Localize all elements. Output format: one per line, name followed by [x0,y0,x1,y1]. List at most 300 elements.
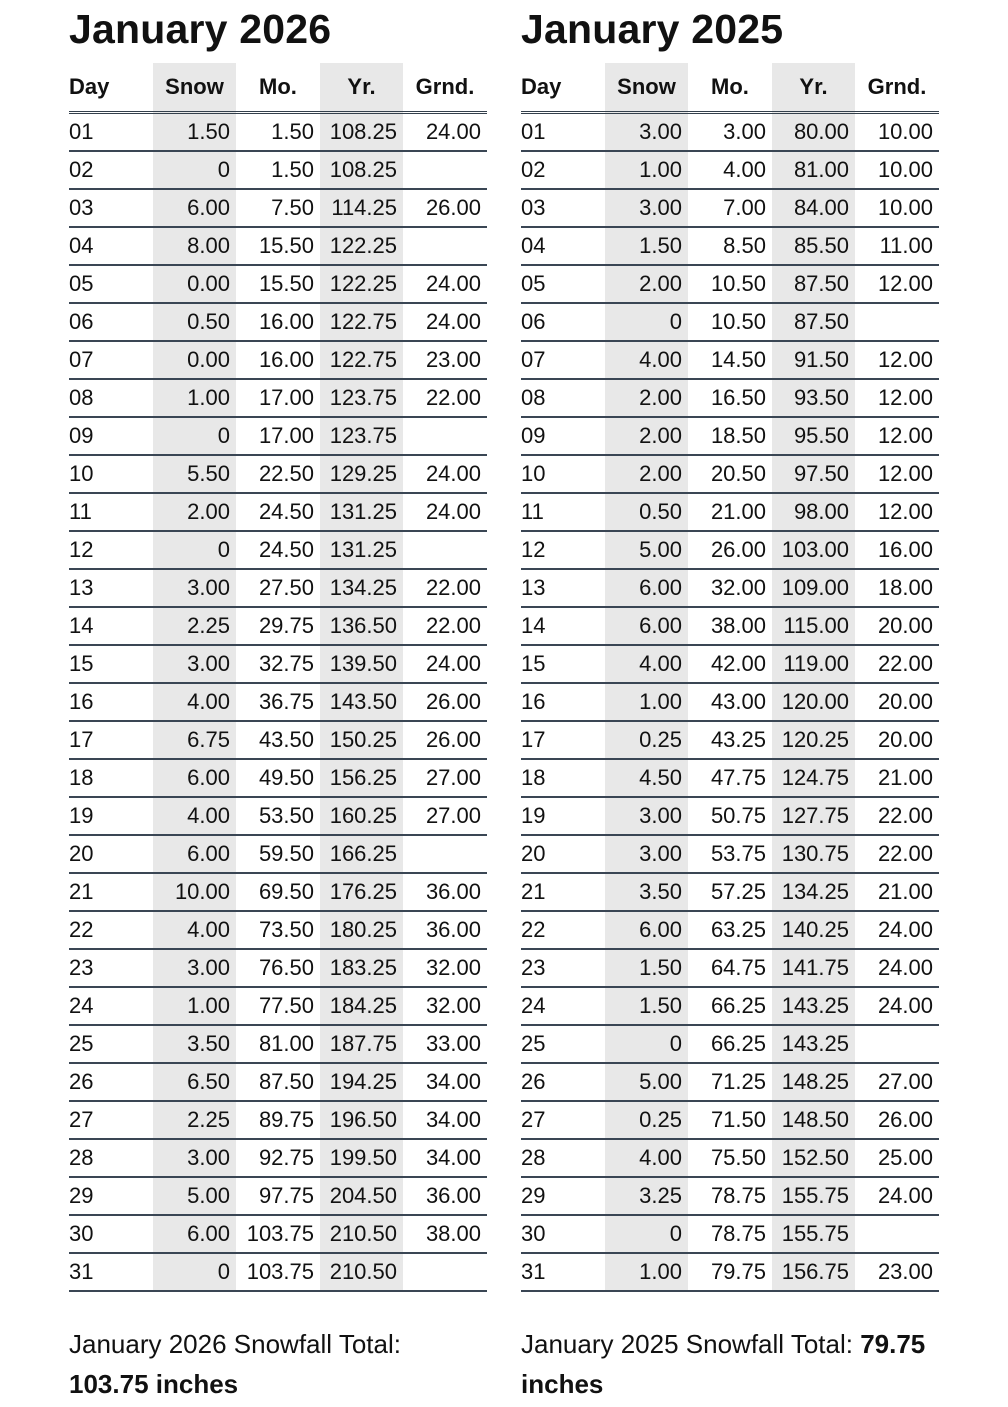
cell-month: 32.00 [688,569,772,607]
cell-snow: 5.00 [605,531,688,569]
table-row [69,303,487,341]
cell-year: 97.50 [772,455,855,493]
header-row [69,63,487,113]
cell-year: 122.25 [320,227,403,265]
cell-month: 79.75 [688,1253,772,1291]
cell-day: 18 [69,759,153,797]
cell-month: 66.25 [688,1025,772,1063]
cell-month: 50.75 [688,797,772,835]
cell-month: 24.50 [236,531,320,569]
cell-ground: 26.00 [403,189,487,227]
cell-month: 63.25 [688,911,772,949]
cell-day: 03 [521,189,605,227]
header-day: Day [521,63,605,113]
cell-ground: 26.00 [403,721,487,759]
cell-ground: 34.00 [403,1139,487,1177]
cell-month: 66.25 [688,987,772,1025]
table-row [521,911,939,949]
total-value: 79.75 inches [521,1329,926,1399]
cell-ground [855,1025,939,1063]
cell-snow: 4.50 [605,759,688,797]
cell-day: 04 [521,227,605,265]
cell-year: 93.50 [772,379,855,417]
cell-month: 22.50 [236,455,320,493]
cell-ground [403,835,487,873]
total-label: January 2025 Snowfall Total: [521,1329,853,1359]
cell-year: 122.25 [320,265,403,303]
snowfall-table-2025 [521,63,939,1292]
table-row [521,455,939,493]
cell-ground: 22.00 [403,607,487,645]
cell-snow: 4.00 [605,645,688,683]
table-row [69,911,487,949]
cell-ground: 12.00 [855,341,939,379]
cell-ground: 12.00 [855,379,939,417]
cell-snow: 2.00 [605,265,688,303]
cell-day: 25 [69,1025,153,1063]
cell-snow: 4.00 [153,797,236,835]
cell-day: 09 [69,417,153,455]
cell-day: 21 [521,873,605,911]
cell-day: 27 [69,1101,153,1139]
cell-year: 127.75 [772,797,855,835]
cell-ground: 24.00 [403,455,487,493]
cell-month: 10.50 [688,303,772,341]
cell-snow: 5.50 [153,455,236,493]
cell-month: 27.50 [236,569,320,607]
cell-month: 78.75 [688,1215,772,1253]
cell-snow: 6.00 [153,189,236,227]
table-row [69,493,487,531]
cell-ground: 24.00 [403,265,487,303]
cell-snow: 0 [153,151,236,189]
cell-day: 29 [69,1177,153,1215]
cell-day: 19 [521,797,605,835]
cell-snow: 0 [605,1025,688,1063]
cell-snow: 3.00 [153,949,236,987]
cell-day: 06 [69,303,153,341]
cell-day: 14 [521,607,605,645]
cell-year: 91.50 [772,341,855,379]
table-row [69,531,487,569]
cell-month: 49.50 [236,759,320,797]
cell-month: 7.50 [236,189,320,227]
cell-day: 22 [521,911,605,949]
cell-month: 1.50 [236,151,320,189]
cell-snow: 6.00 [605,911,688,949]
table-row [521,949,939,987]
cell-day: 11 [69,493,153,531]
cell-ground: 23.00 [403,341,487,379]
table-row [521,683,939,721]
cell-year: 130.75 [772,835,855,873]
cell-day: 31 [69,1253,153,1291]
cell-month: 26.00 [688,531,772,569]
cell-year: 143.25 [772,987,855,1025]
cell-month: 16.00 [236,341,320,379]
table-row [69,455,487,493]
table-row [69,113,487,152]
cell-ground: 16.00 [855,531,939,569]
cell-day: 18 [521,759,605,797]
cell-month: 53.75 [688,835,772,873]
cell-year: 143.25 [772,1025,855,1063]
cell-year: 160.25 [320,797,403,835]
cell-day: 15 [521,645,605,683]
cell-snow: 6.00 [153,835,236,873]
cell-ground: 18.00 [855,569,939,607]
table-row [69,759,487,797]
table-row [69,1253,487,1291]
cell-snow: 3.00 [153,1139,236,1177]
cell-snow: 1.00 [605,683,688,721]
cell-month: 59.50 [236,835,320,873]
table-row [69,379,487,417]
cell-month: 89.75 [236,1101,320,1139]
cell-ground: 25.00 [855,1139,939,1177]
table-row [521,1139,939,1177]
cell-year: 85.50 [772,227,855,265]
cell-year: 136.50 [320,607,403,645]
cell-day: 29 [521,1177,605,1215]
cell-snow: 0 [153,1253,236,1291]
cell-snow: 0.00 [153,265,236,303]
cell-year: 184.25 [320,987,403,1025]
cell-ground: 12.00 [855,265,939,303]
table-row [69,949,487,987]
cell-year: 210.50 [320,1215,403,1253]
cell-year: 143.50 [320,683,403,721]
cell-year: 148.50 [772,1101,855,1139]
table-row [69,341,487,379]
cell-ground: 20.00 [855,607,939,645]
cell-ground: 34.00 [403,1063,487,1101]
cell-day: 28 [69,1139,153,1177]
cell-day: 22 [69,911,153,949]
cell-ground: 24.00 [403,303,487,341]
cell-month: 42.00 [688,645,772,683]
cell-ground: 24.00 [403,645,487,683]
cell-day: 12 [521,531,605,569]
cell-day: 10 [69,455,153,493]
cell-year: 80.00 [772,113,855,152]
cell-day: 19 [69,797,153,835]
cell-month: 43.00 [688,683,772,721]
cell-snow: 6.00 [153,759,236,797]
cell-day: 07 [69,341,153,379]
cell-year: 204.50 [320,1177,403,1215]
cell-month: 16.50 [688,379,772,417]
cell-month: 15.50 [236,265,320,303]
monthly-total-2026 [69,1324,469,1404]
cell-snow: 0.00 [153,341,236,379]
cell-snow: 2.00 [605,455,688,493]
cell-snow: 3.00 [605,835,688,873]
cell-day: 01 [69,113,153,152]
table-row [521,151,939,189]
table-row [521,1063,939,1101]
cell-ground: 12.00 [855,493,939,531]
cell-ground: 23.00 [855,1253,939,1291]
cell-ground: 20.00 [855,683,939,721]
cell-ground: 27.00 [403,797,487,835]
cell-ground: 21.00 [855,759,939,797]
table-row [521,1025,939,1063]
cell-day: 13 [69,569,153,607]
header-month: Mo. [688,63,772,113]
cell-snow: 6.00 [605,569,688,607]
cell-year: 123.75 [320,417,403,455]
cell-month: 17.00 [236,379,320,417]
table-row [521,227,939,265]
cell-day: 23 [69,949,153,987]
cell-ground: 12.00 [855,455,939,493]
table-row [521,873,939,911]
cell-day: 20 [69,835,153,873]
cell-month: 87.50 [236,1063,320,1101]
cell-day: 13 [521,569,605,607]
cell-ground: 32.00 [403,949,487,987]
cell-snow: 6.00 [605,607,688,645]
header-row [521,63,939,113]
table-row [69,151,487,189]
cell-day: 17 [521,721,605,759]
cell-day: 24 [69,987,153,1025]
cell-month: 8.50 [688,227,772,265]
cell-month: 77.50 [236,987,320,1025]
cell-month: 24.50 [236,493,320,531]
table-row [521,417,939,455]
cell-month: 14.50 [688,341,772,379]
january-2026-panel [69,0,487,1292]
cell-ground: 27.00 [403,759,487,797]
cell-month: 15.50 [236,227,320,265]
cell-day: 16 [521,683,605,721]
table-row [521,1177,939,1215]
cell-month: 21.00 [688,493,772,531]
cell-month: 103.75 [236,1253,320,1291]
table-row [521,987,939,1025]
monthly-total-2025 [521,1324,961,1404]
cell-ground: 10.00 [855,113,939,152]
header-ground: Grnd. [855,63,939,113]
table-row [69,1215,487,1253]
table-row [521,531,939,569]
cell-day: 21 [69,873,153,911]
cell-month: 81.00 [236,1025,320,1063]
cell-day: 12 [69,531,153,569]
cell-snow: 2.25 [153,607,236,645]
cell-day: 02 [69,151,153,189]
cell-year: 176.25 [320,873,403,911]
table-row [521,569,939,607]
cell-year: 114.25 [320,189,403,227]
cell-year: 134.25 [320,569,403,607]
table-row [69,265,487,303]
cell-year: 87.50 [772,303,855,341]
table-row [521,303,939,341]
cell-year: 139.50 [320,645,403,683]
cell-ground: 36.00 [403,1177,487,1215]
table-row [521,607,939,645]
table-row [521,759,939,797]
cell-snow: 1.50 [605,227,688,265]
table-row [521,797,939,835]
cell-year: 124.75 [772,759,855,797]
cell-month: 1.50 [236,113,320,152]
cell-day: 09 [521,417,605,455]
cell-ground: 11.00 [855,227,939,265]
cell-year: 95.50 [772,417,855,455]
table-row [521,721,939,759]
cell-ground: 33.00 [403,1025,487,1063]
cell-year: 81.00 [772,151,855,189]
cell-snow: 1.50 [605,949,688,987]
cell-month: 75.50 [688,1139,772,1177]
table-row [69,873,487,911]
cell-year: 129.25 [320,455,403,493]
cell-month: 103.75 [236,1215,320,1253]
cell-day: 16 [69,683,153,721]
cell-ground [403,151,487,189]
table-row [69,987,487,1025]
cell-snow: 0.50 [153,303,236,341]
cell-month: 10.50 [688,265,772,303]
cell-month: 17.00 [236,417,320,455]
total-value: 103.75 inches [69,1369,239,1399]
cell-month: 43.25 [688,721,772,759]
cell-month: 36.75 [236,683,320,721]
cell-day: 27 [521,1101,605,1139]
cell-day: 28 [521,1139,605,1177]
cell-snow: 0.25 [605,1101,688,1139]
cell-day: 25 [521,1025,605,1063]
table-row [69,645,487,683]
cell-snow: 3.00 [153,569,236,607]
cell-year: 156.25 [320,759,403,797]
cell-day: 30 [69,1215,153,1253]
cell-snow: 1.00 [605,151,688,189]
snowfall-table-2026 [69,63,487,1292]
cell-year: 108.25 [320,151,403,189]
cell-day: 26 [521,1063,605,1101]
cell-year: 194.25 [320,1063,403,1101]
cell-snow: 10.00 [153,873,236,911]
table-row [69,189,487,227]
cell-month: 73.50 [236,911,320,949]
cell-snow: 3.50 [153,1025,236,1063]
cell-snow: 3.00 [153,645,236,683]
cell-snow: 6.75 [153,721,236,759]
cell-snow: 4.00 [153,911,236,949]
cell-ground: 27.00 [855,1063,939,1101]
cell-ground: 22.00 [403,379,487,417]
cell-year: 103.00 [772,531,855,569]
cell-day: 26 [69,1063,153,1101]
cell-day: 05 [521,265,605,303]
cell-year: 131.25 [320,531,403,569]
cell-month: 3.00 [688,113,772,152]
table-row [521,265,939,303]
cell-ground: 10.00 [855,151,939,189]
cell-month: 92.75 [236,1139,320,1177]
cell-year: 84.00 [772,189,855,227]
cell-snow: 2.00 [153,493,236,531]
cell-day: 17 [69,721,153,759]
cell-snow: 0 [153,417,236,455]
cell-month: 69.50 [236,873,320,911]
table-row [521,1253,939,1291]
cell-ground: 22.00 [855,835,939,873]
header-day: Day [69,63,153,113]
cell-ground: 10.00 [855,189,939,227]
cell-year: 150.25 [320,721,403,759]
cell-day: 07 [521,341,605,379]
cell-ground: 24.00 [855,949,939,987]
cell-snow: 4.00 [605,1139,688,1177]
table-row [521,341,939,379]
cell-ground: 12.00 [855,417,939,455]
cell-ground: 36.00 [403,911,487,949]
header-year: Yr. [320,63,403,113]
cell-ground [403,531,487,569]
cell-ground [855,1215,939,1253]
header-year: Yr. [772,63,855,113]
cell-year: 87.50 [772,265,855,303]
cell-snow: 0.25 [605,721,688,759]
header-snow: Snow [605,63,688,113]
table-row [521,113,939,152]
cell-year: 120.00 [772,683,855,721]
cell-snow: 5.00 [153,1177,236,1215]
cell-day: 20 [521,835,605,873]
cell-snow: 3.25 [605,1177,688,1215]
total-label: January 2026 Snowfall Total: [69,1329,401,1359]
cell-ground: 24.00 [855,911,939,949]
cell-month: 76.50 [236,949,320,987]
cell-ground: 38.00 [403,1215,487,1253]
cell-day: 02 [521,151,605,189]
table-row [69,721,487,759]
cell-ground: 22.00 [403,569,487,607]
table-row [69,607,487,645]
cell-day: 06 [521,303,605,341]
cell-day: 04 [69,227,153,265]
cell-ground: 24.00 [403,493,487,531]
table-row [69,683,487,721]
cell-snow: 1.00 [153,987,236,1025]
table-row [69,227,487,265]
cell-year: 120.25 [772,721,855,759]
cell-ground: 24.00 [855,987,939,1025]
cell-snow: 1.50 [605,987,688,1025]
cell-snow: 3.50 [605,873,688,911]
table-row [69,417,487,455]
table-row [521,1101,939,1139]
cell-snow: 0 [605,1215,688,1253]
cell-ground: 24.00 [403,113,487,152]
cell-ground [403,417,487,455]
cell-day: 30 [521,1215,605,1253]
cell-month: 7.00 [688,189,772,227]
cell-ground: 21.00 [855,873,939,911]
table-row [69,569,487,607]
table-row [521,379,939,417]
table-row [69,797,487,835]
cell-snow: 5.00 [605,1063,688,1101]
cell-ground: 24.00 [855,1177,939,1215]
cell-year: 210.50 [320,1253,403,1291]
